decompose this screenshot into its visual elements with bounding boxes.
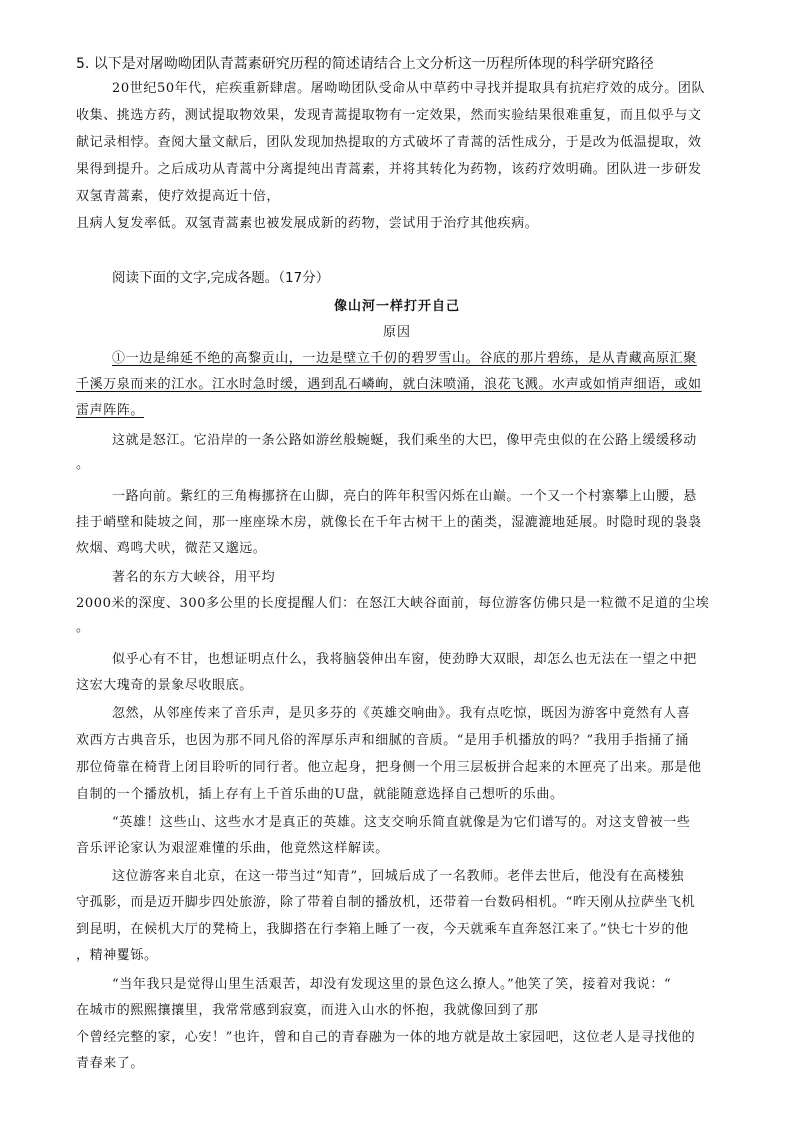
paragraph-line: 音乐评论家认为艰涩难懂的乐曲，他竟然这样解读。 xyxy=(76,841,389,856)
paragraph-line: “英雄！这些山、这些水才是真正的英雄。这支交响乐简直就像是为它们谱写的。对这支曾被一些 xyxy=(112,815,691,830)
article-author: 原因 xyxy=(382,325,411,340)
paragraph-line: 青春来了。 xyxy=(76,1056,145,1071)
paragraph-line: 一路向前。紫红的三角梅挪挤在山脚，亮白的阵年积雪闪烁在山巅。一个又一个村寨攀上山腰，悬 xyxy=(112,489,697,504)
paragraph-line: 似乎心有不甘，也想证明点什么，我将脑袋伸出车窗，使劲睁大双眼，却怎么也无法在一望之中把 xyxy=(112,652,697,667)
question-text-line: 果得到提升。之后成功从青蒿中分离提纯出青蒿素，并将其转化为药物，该药疗效明确。团队进一步研发 xyxy=(76,162,702,177)
paragraph-line: 忽然，从邻座传来了音乐声，是贝多芬的《英雄交响曲》。我有点吃惊，既因为游客中竟然有人喜 xyxy=(112,706,691,721)
paragraph-line: 这位游客来自北京，在这一带当过“知青”，回城后成了一名教师。老伴去世后，他没有在高楼独 xyxy=(112,869,685,884)
paragraph-line-underlined: ①一边是绵延不绝的高黎贡山，一边是壁立千仞的碧罗雪山。谷底的那片碧练，是从青藏高原汇聚 xyxy=(112,351,697,366)
paragraph-line: 2000米的深度、300多公里的长度提醒人们：在怒江大峡谷面前，每位游客仿佛只是一粒微不足道的尘埃 xyxy=(76,596,710,611)
paragraph-line: 这就是怒江。它沿岸的一条公路如游丝般蜿蜒，我们乘坐的大巴，像甲壳虫似的在公路上缓缓移动 xyxy=(112,433,697,448)
stray-period-mark: 。 xyxy=(76,620,90,635)
paragraph-line: 个曾经完整的家，心安！”也许，曾和自己的青春融为一体的地方就是故土家园吧，这位老人是寻找他的 xyxy=(76,1030,696,1045)
question-text-line: 双氢青蒿素，使疗效提高近十倍， xyxy=(76,189,281,204)
paragraph-line: 这宏大瑰奇的景象尽收眼底。 xyxy=(76,678,253,693)
paragraph-line: 那位倚靠在椅背上闭目聆听的同行者。他立起身，把身侧一个用三层板拼合起来的木匣亮了出来。那是他 xyxy=(76,760,702,775)
paragraph-line: 欢西方古典音乐，也因为那不同凡俗的浑厚乐声和细腻的音质。“是用手机播放的吗？”我用手指捅了捅 xyxy=(76,733,689,748)
question-text-line: 20世纪50年代，疟疾重新肆虐。屠呦呦团队受命从中草药中寻找并提取具有抗疟疗效的成分。团队 xyxy=(112,81,706,96)
section-heading: 阅读下面的文字,完成各题。（17分） xyxy=(112,270,330,286)
paragraph-line: 著名的东方大峡谷，用平均 xyxy=(112,570,276,585)
paragraph-line: 挂于峭壁和陡坡之间，那一座座垛木房，就像长在千年古树干上的菌类，湿漉漉地延展。时隐时现的袅袅 xyxy=(76,515,702,530)
paragraph-line: 守孤影，而是迈开脚步四处旅游，除了带着自制的播放机，还带着一台数码相机。“昨天刚从拉萨坐飞机 xyxy=(76,895,696,910)
question-title: 5. 以下是对屠呦呦团队青蒿素研究历程的简述请结合上文分析这一历程所体现的科学研究路径 xyxy=(76,56,654,72)
paragraph-line: ，精神矍铄。 xyxy=(76,948,158,963)
question-text-line: 献记录相悖。查阅大量文献后，团队发现加热提取的方式破坏了青蒿的活性成分，于是改为低温提取，效 xyxy=(76,135,702,150)
paragraph-line: 自制的一个播放机，插上存有上千首乐曲的U盘，就能随意选择自己想听的乐曲。 xyxy=(76,787,564,802)
question-text-line: 收集、挑选方药，测试提取物效果，发现青蒿提取物有一定效果，然而实验结果很难重复，而且似乎与文 xyxy=(76,108,702,123)
question-text-line: 且病人复发率低。双氢青蒿素也被发展成新的药物，尝试用于治疗其他疾病。 xyxy=(76,216,539,231)
paragraph-line: 炊烟、鸡鸣犬吠，微茫又邈远。 xyxy=(76,541,267,556)
stray-period-mark: 。 xyxy=(76,457,90,472)
paragraph-line-underlined: 雷声阵阵。 xyxy=(76,403,145,418)
paragraph-line: 到昆明，在候机大厅的凳椅上，我脚搭在行李箱上睡了一夜，今天就乘车直奔怒江来了。”快七十岁的他 xyxy=(76,922,689,937)
paragraph-line: “当年我只是觉得山里生活艰苦，却没有发现这里的景色这么撩人。”他笑了笑，接着对我说：“ xyxy=(112,977,672,992)
paragraph-line-underlined: 千溪万泉而来的江水。江水时急时缓，遇到乱石嶙峋，就白沫喷涌，浪花飞溅。水声或如悄声细语，或如 xyxy=(76,377,702,392)
paragraph-line: 在城市的熙熙攘攘里，我常常感到寂寞，而进入山水的怀抱，我就像回到了那 xyxy=(76,1003,539,1018)
article-title: 像山河一样打开自己 xyxy=(333,299,460,314)
